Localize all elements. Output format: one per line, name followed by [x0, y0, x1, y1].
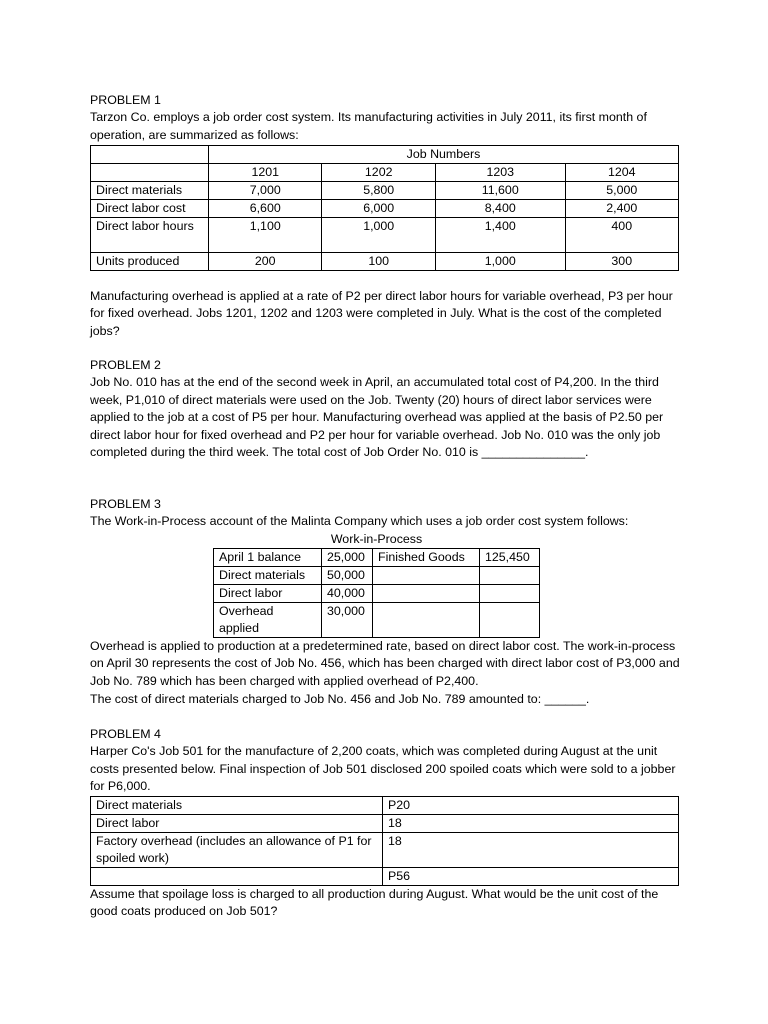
debit-value: 40,000 [322, 584, 373, 602]
job-numbers-header: Job Numbers [209, 146, 679, 164]
table-cell: 5,000 [565, 182, 678, 200]
table-row [91, 164, 679, 182]
table-row [91, 796, 679, 814]
row-label: Direct labor cost [91, 200, 209, 218]
cost-value: 18 [383, 832, 679, 867]
table-row [214, 548, 540, 566]
job-cost-table [90, 145, 679, 271]
table-row [91, 146, 679, 164]
row-label: Direct labor hours [91, 218, 209, 253]
table-row [91, 182, 679, 200]
row-label: Units produced [91, 253, 209, 271]
table-row [91, 253, 679, 271]
table-cell [91, 164, 209, 182]
problem-1-question: Manufacturing overhead is applied at a rate of P2 per direct labor hours for variable overhead, P3 per hour for fixed overhead. Jobs 1201, 1202 and 1203 were completed in July. What is the cost of the completed jobs? [90, 289, 673, 338]
problem-3 [90, 496, 680, 690]
problem-4-question: Assume that spoilage loss is charged to all production during August. What would be the unit cost of the good coats produced on Job 501? [90, 886, 659, 919]
problem-4-title: PROBLEM 4 [90, 727, 161, 741]
table-cell: 1,000 [322, 218, 435, 253]
problem-3-text: Overhead is applied to production at a predetermined rate, based on direct labor cost. The work-in-process on April 30 represents the cost of Job No. 456, which has been charged with direct labor cost of P3,000 and Job No. 789 which has been charged with applied overhead of P2,400. [90, 638, 680, 688]
problem-3-question: The cost of direct materials charged to Job No. 456 and Job No. 789 amounted to: ______. [90, 692, 590, 706]
table-row [214, 584, 540, 602]
table-cell: 1,000 [435, 253, 565, 271]
credit-value [480, 584, 540, 602]
table-row [91, 867, 679, 885]
cost-total: P56 [383, 867, 679, 885]
table-cell: 6,600 [209, 200, 322, 218]
job-number: 1204 [565, 164, 678, 182]
credit-label [373, 566, 480, 584]
table-cell: 5,800 [322, 182, 435, 200]
table-cell: 7,000 [209, 182, 322, 200]
credit-value: 125,450 [480, 548, 540, 566]
table-cell: 300 [565, 253, 678, 271]
table-cell [91, 146, 209, 164]
unit-cost-table [90, 796, 679, 886]
credit-value [480, 602, 540, 637]
table-row [214, 531, 540, 549]
table-cell: 6,000 [322, 200, 435, 218]
debit-label: Overhead applied [214, 602, 322, 637]
problem-2 [90, 357, 680, 461]
debit-value: 50,000 [322, 566, 373, 584]
debit-label: Direct labor [214, 584, 322, 602]
cost-value: 18 [383, 814, 679, 832]
problem-3-intro: The Work-in-Process account of the Malinta Company which uses a job order cost system follows: [90, 514, 629, 529]
problem-1-title: PROBLEM 1 [90, 93, 161, 107]
cost-label: Factory overhead (includes an allowance of P1 for spoiled work) [91, 832, 383, 867]
table-cell: 400 [565, 218, 678, 253]
credit-value [480, 566, 540, 584]
job-number: 1203 [435, 164, 565, 182]
job-number: 1201 [209, 164, 322, 182]
credit-label: Finished Goods [373, 548, 480, 566]
table-cell: 1,400 [435, 218, 565, 253]
table-cell: 2,400 [565, 200, 678, 218]
table-row [91, 814, 679, 832]
table-cell: 100 [322, 253, 435, 271]
table-row [91, 218, 679, 253]
table-cell: 1,100 [209, 218, 322, 253]
cost-label: Direct labor [91, 814, 383, 832]
debit-label: Direct materials [214, 566, 322, 584]
job-number: 1202 [322, 164, 435, 182]
problem-4-intro: Harper Co's Job 501 for the manufacture of 2,200 coats, which was completed during August at the unit costs presented below. Final inspection of Job 501 disclosed 200 spoiled coats which were sold to a jobber for P6,000. [90, 744, 676, 794]
account-header: Work-in-Process [214, 531, 540, 549]
problem-1 [90, 92, 680, 271]
table-row [214, 566, 540, 584]
row-label: Direct materials [91, 182, 209, 200]
table-cell: 11,600 [435, 182, 565, 200]
problem-2-title: PROBLEM 2 [90, 358, 161, 372]
problem-3-title: PROBLEM 3 [90, 497, 161, 511]
cost-label [91, 867, 383, 885]
cost-label: Direct materials [91, 796, 383, 814]
problem-1-intro: Tarzon Co. employs a job order cost system. Its manufacturing activities in July 2011, its first month of operation, are summarized as follows: [90, 110, 647, 142]
table-row [91, 200, 679, 218]
table-cell: 8,400 [435, 200, 565, 218]
work-in-process-account [213, 531, 540, 638]
credit-label [373, 602, 480, 637]
table-row [214, 602, 540, 637]
table-row [91, 832, 679, 867]
debit-label: April 1 balance [214, 548, 322, 566]
debit-value: 30,000 [322, 602, 373, 637]
debit-value: 25,000 [322, 548, 373, 566]
cost-value: P20 [383, 796, 679, 814]
problem-4 [90, 726, 680, 920]
table-cell: 200 [209, 253, 322, 271]
credit-label [373, 584, 480, 602]
problem-2-text: Job No. 010 has at the end of the second week in April, an accumulated total cost of P4,200. In the third week, P1,010 of direct materials were used on the Job. Twenty (20) hours of direct labor services were applied to the job at a cost of P5 per hour. Manufacturing overhead was applied at the basis of P2.50 per direct labor hour for fixed overhead and P2 per hour for variable overhead. Job No. 010 was the only job completed during the third week. The total cost of Job Order No. 010 is _______________. [90, 375, 664, 460]
